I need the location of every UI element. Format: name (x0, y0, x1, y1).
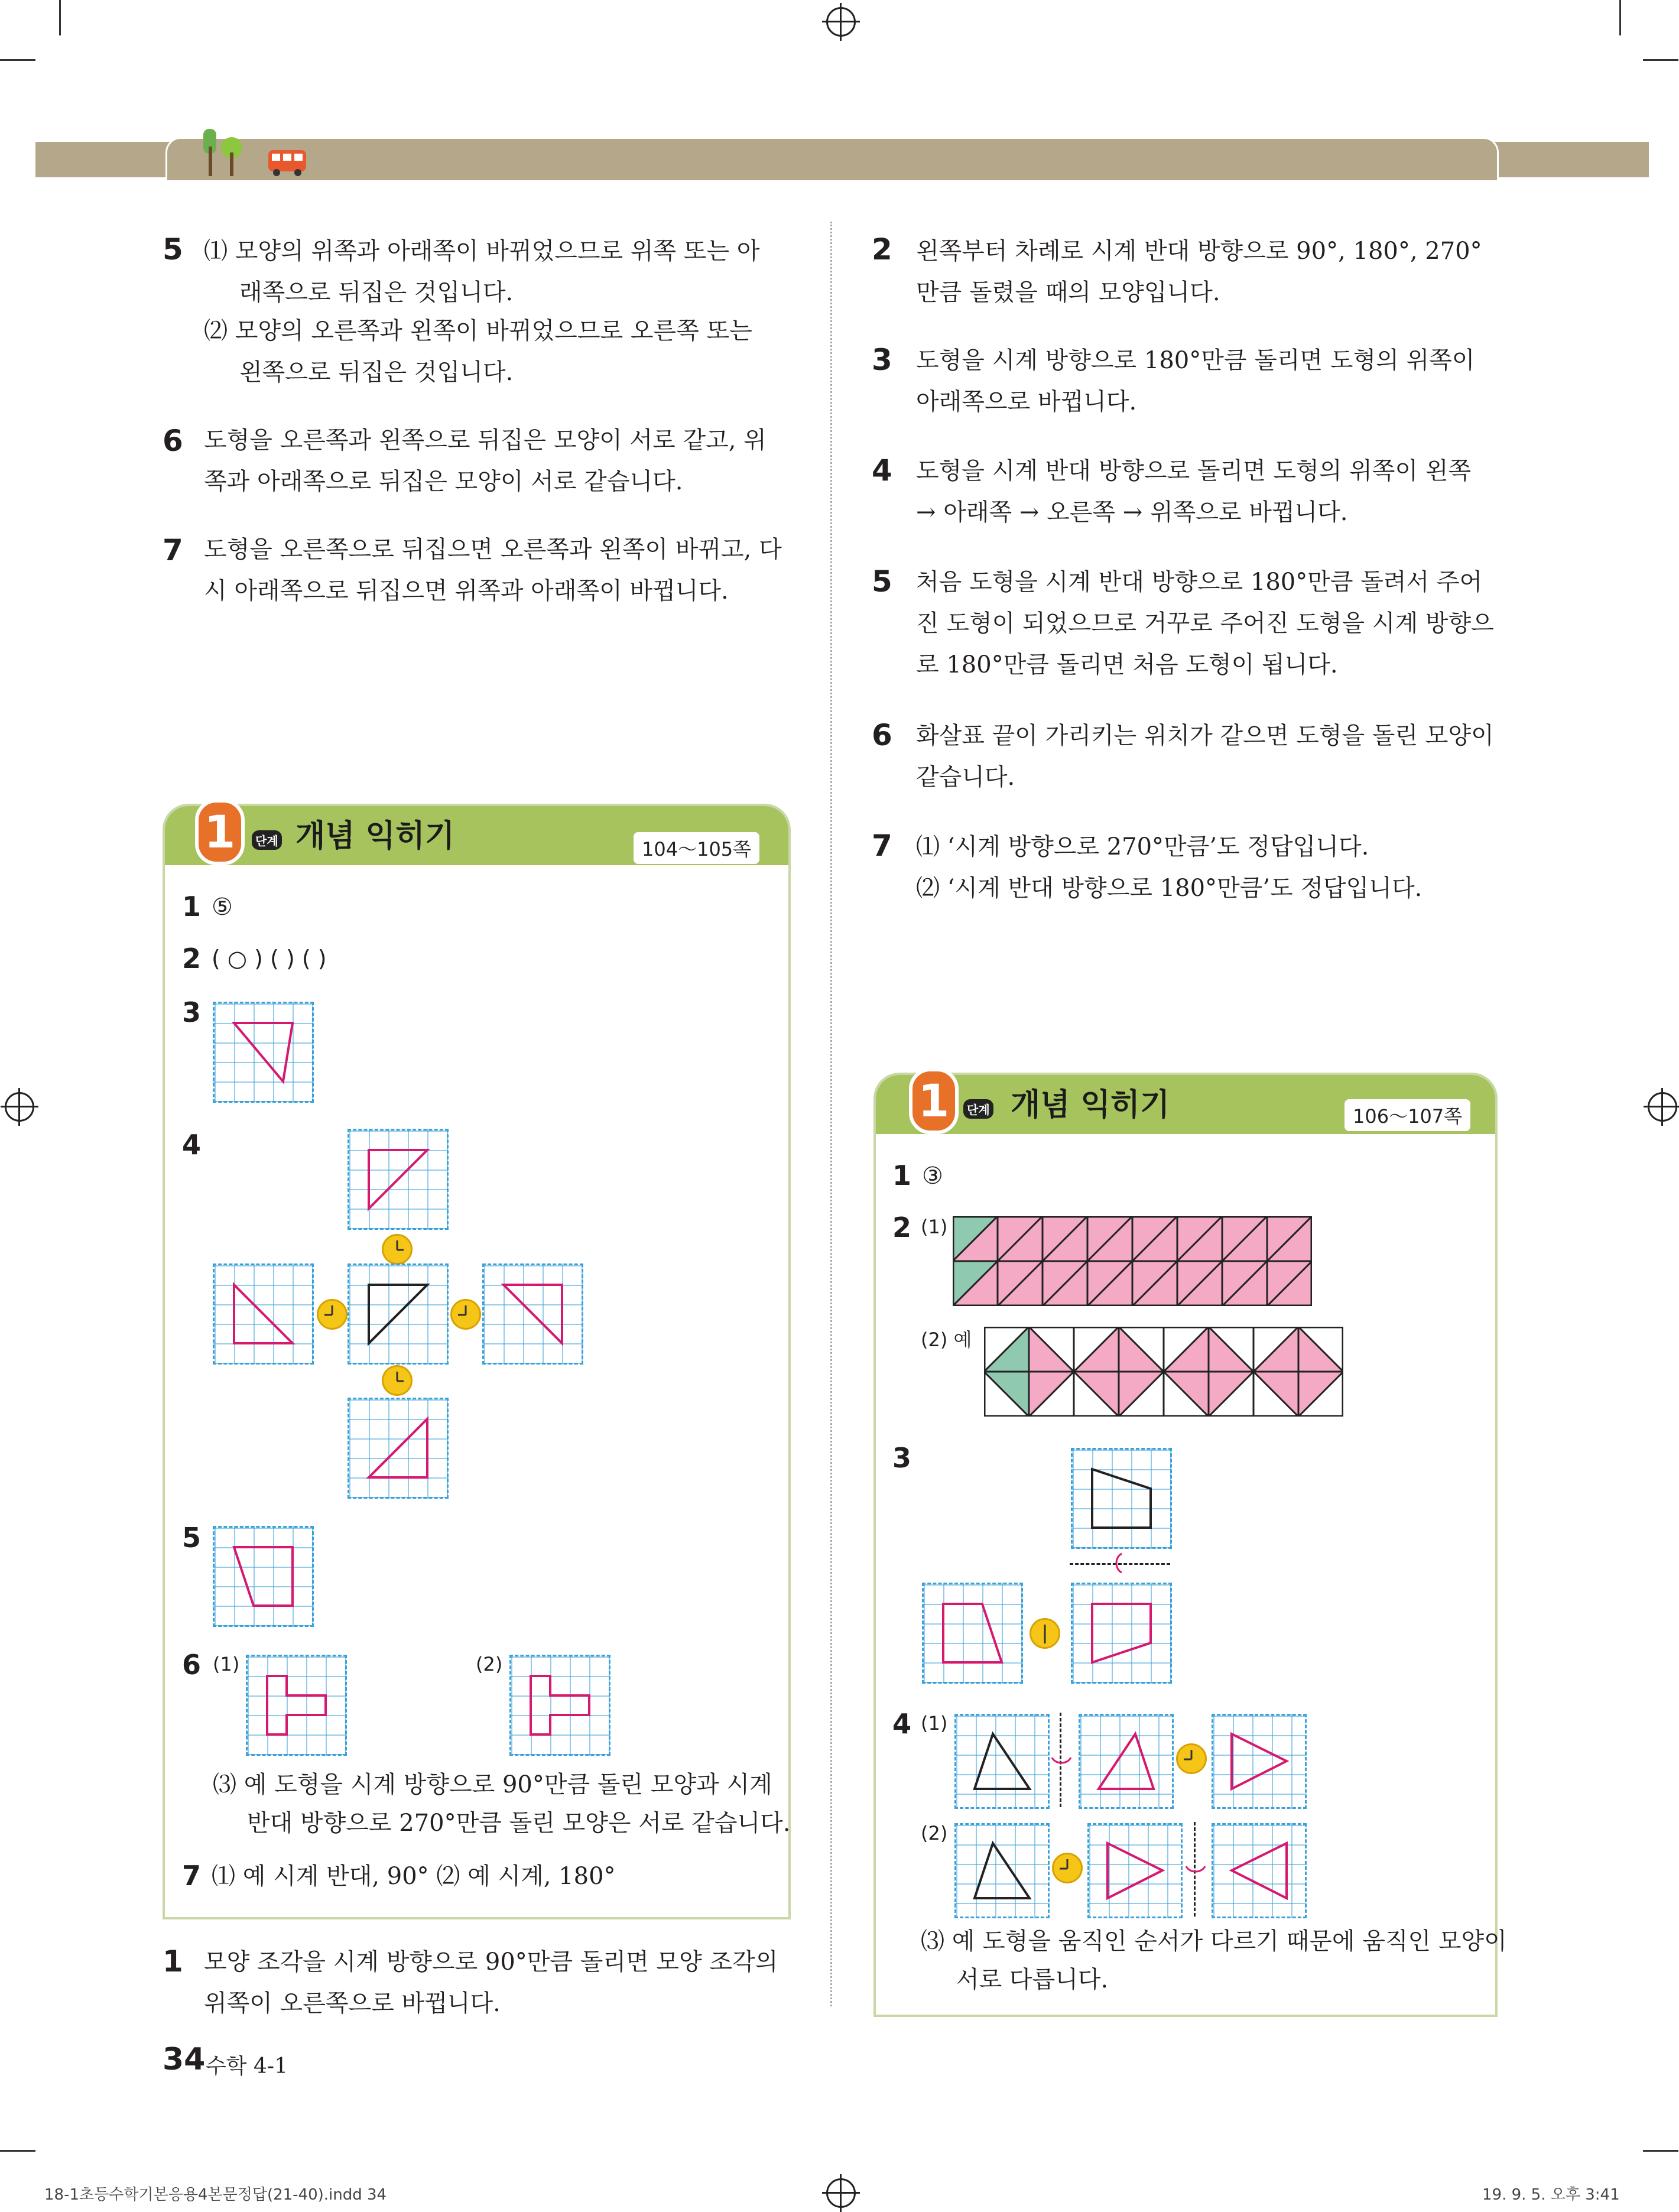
page-range: 104～105쪽 (634, 832, 759, 864)
registration-mark-bottom (826, 2178, 856, 2208)
rotation-icon (1176, 1743, 1207, 1774)
tree-icon (195, 129, 248, 176)
item-number: 7 (163, 533, 183, 567)
item-line: ⑴ 모양의 위쪽과 아래쪽이 바뀌었으므로 위쪽 또는 아 (204, 238, 760, 265)
step-tag: 단계 (963, 1099, 993, 1119)
grid-answer-r3-top (1071, 1448, 1172, 1549)
rotation-icon (1030, 1618, 1060, 1649)
item-number: 3 (872, 343, 892, 377)
item-line: 래쪽으로 뒤집은 것입니다. (239, 279, 514, 306)
item-line: ⑵ ‘시계 반대 방향으로 180°만큼’도 정답입니다. (916, 875, 1423, 902)
sub-label: (1) (213, 1653, 240, 1675)
crop-mark-top-left-h (0, 59, 35, 61)
answer-number: 5 (182, 1522, 202, 1554)
flip-arrow-icon (1050, 1753, 1073, 1767)
answer-number: 3 (182, 996, 202, 1028)
crop-mark-top-right (1619, 0, 1621, 35)
page-range: 106～107쪽 (1345, 1099, 1470, 1131)
grid-answer-4-top (348, 1129, 449, 1230)
answer-number: 1 (182, 891, 202, 923)
grid-answer-r3-right (1071, 1583, 1172, 1684)
grid-answer-4-right (482, 1263, 583, 1365)
item-number: 2 (872, 232, 892, 267)
item-line: 왼쪽으로 뒤집은 것입니다. (239, 359, 514, 386)
rotation-icon (382, 1234, 413, 1265)
grid-answer-r4-2a (954, 1823, 1050, 1918)
answer-number: 1 (892, 1159, 912, 1191)
item-line: 도형을 오른쪽과 왼쪽으로 뒤집은 모양이 서로 같고, 위 (204, 427, 767, 454)
answer-number: 7 (182, 1860, 202, 1892)
item-number: 5 (872, 564, 892, 599)
answer-choices: ( ○ ) ( ) ( ) (212, 946, 327, 972)
item-line: 진 도형이 되었으므로 거꾸로 주어진 도형을 시계 방향으 (916, 610, 1494, 637)
answer-number: 6 (182, 1649, 202, 1681)
item-line: → 아래쪽 → 오른쪽 → 위쪽으로 바뀝니다. (916, 499, 1348, 526)
grid-answer-3 (213, 1002, 314, 1103)
grid-answer-4-left (213, 1263, 314, 1365)
item-line: 쪽과 아래쪽으로 뒤집은 모양이 서로 같습니다. (204, 468, 683, 495)
grid-answer-r4-1b (1079, 1714, 1174, 1809)
subject-label: 수학 4-1 (206, 2054, 288, 2078)
item-number: 1 (163, 1944, 183, 1979)
item-line: 위쪽이 오른쪽으로 바뀝니다. (204, 1990, 501, 2017)
registration-mark-left (5, 1092, 34, 1122)
item-line: 만큼 돌렸을 때의 모양입니다. (916, 279, 1220, 306)
box-title: 개념 익히기 (295, 818, 455, 854)
item-line: 도형을 시계 반대 방향으로 돌리면 도형의 위쪽이 왼쪽 (916, 457, 1472, 485)
crop-mark-bottom-left (0, 2150, 35, 2152)
registration-mark-top (826, 7, 856, 37)
answer-value: ③ (922, 1162, 943, 1190)
sub-label: (2) (921, 1822, 948, 1844)
item-line: 화살표 끝이 가리키는 위치가 같으면 도형을 돌린 모양이 (916, 722, 1494, 749)
sub-label: (2) 예 (921, 1329, 972, 1351)
step-badge: 1 (909, 1068, 959, 1134)
crop-mark-top-right-h (1643, 59, 1678, 61)
sub-label: (1) (921, 1712, 948, 1734)
answer-text: ⑶ 예 도형을 시계 방향으로 90°만큼 돌린 모양과 시계 (213, 1771, 772, 1798)
grid-answer-r4-1a (954, 1714, 1050, 1809)
grid-answer-6-1 (246, 1655, 347, 1756)
item-line: ⑵ 모양의 오른쪽과 왼쪽이 바뀌었으므로 오른쪽 또는 (204, 317, 752, 345)
item-line: 아래쪽으로 바뀝니다. (916, 388, 1137, 415)
answer-value: ⑤ (212, 894, 233, 921)
answer-text: 반대 방향으로 270°만큼 돌린 모양은 서로 같습니다. (247, 1810, 791, 1837)
column-divider (830, 222, 832, 2006)
flip-arrow-icon (1184, 1862, 1207, 1876)
answer-text: 서로 다릅니다. (956, 1966, 1109, 1993)
grid-answer-r4-2b (1087, 1823, 1183, 1918)
rotation-icon (1052, 1853, 1083, 1883)
grid-answer-r4-1c (1212, 1714, 1307, 1809)
answer-number: 3 (892, 1442, 912, 1474)
step-badge: 1 (195, 799, 245, 865)
rotation-icon (450, 1299, 481, 1330)
item-number: 4 (872, 453, 892, 488)
answer-text: ⑴ 예 시계 반대, 90° ⑵ 예 시계, 180° (212, 1863, 616, 1890)
answer-text: ⑶ 예 도형을 움직인 순서가 다르기 때문에 움직인 모양이 (921, 1928, 1507, 1955)
crop-mark-top-left (59, 0, 61, 35)
item-line: 왼쪽부터 차례로 시계 반대 방향으로 90°, 180°, 270° (916, 238, 1482, 265)
rotation-icon (382, 1365, 413, 1396)
page-number: 34 (163, 2042, 206, 2077)
grid-answer-6-2 (509, 1655, 610, 1756)
answer-number: 4 (892, 1708, 912, 1740)
step-tag: 단계 (252, 830, 282, 850)
item-line: 같습니다. (916, 764, 1015, 791)
item-line: 처음 도형을 시계 반대 방향으로 180°만큼 돌려서 주어 (916, 569, 1483, 596)
sub-label: (1) (921, 1216, 948, 1238)
bus-icon (267, 148, 307, 177)
answer-number: 4 (182, 1129, 202, 1161)
item-number: 7 (872, 829, 892, 863)
item-line: 도형을 시계 방향으로 180°만큼 돌리면 도형의 위쪽이 (916, 347, 1475, 374)
flip-arrow-icon (1112, 1551, 1126, 1575)
rotation-icon (317, 1299, 348, 1330)
item-number: 6 (163, 424, 183, 458)
sub-label: (2) (476, 1653, 503, 1675)
registration-mark-right (1648, 1092, 1677, 1122)
grid-answer-4-center (348, 1263, 449, 1365)
tessellation-2 (984, 1327, 1343, 1417)
grid-answer-4-bottom (348, 1398, 449, 1499)
grid-answer-r3-left (922, 1583, 1023, 1684)
footer-filename: 18-1초등수학기본응용4본문정답(21-40).indd 34 (44, 2186, 387, 2204)
crop-mark-bottom-right (1643, 2150, 1678, 2152)
item-line: 도형을 오른쪽으로 뒤집으면 오른쪽과 왼쪽이 바뀌고, 다 (204, 536, 782, 563)
item-number: 5 (163, 232, 183, 267)
footer-timestamp: 19. 9. 5. 오후 3:41 (1482, 2186, 1620, 2204)
item-line: ⑴ ‘시계 방향으로 270°만큼’도 정답입니다. (916, 833, 1369, 860)
header-tab (165, 137, 1499, 182)
tessellation-1 (953, 1216, 1312, 1306)
grid-answer-5 (213, 1526, 314, 1627)
item-number: 6 (872, 718, 892, 752)
grid-answer-r4-2c (1212, 1823, 1307, 1918)
box-title: 개념 익히기 (1011, 1087, 1170, 1123)
item-line: 로 180°만큼 돌리면 처음 도형이 됩니다. (916, 651, 1338, 678)
item-line: 시 아래쪽으로 뒤집으면 위쪽과 아래쪽이 바뀝니다. (204, 577, 729, 605)
answer-number: 2 (182, 943, 202, 975)
answer-number: 2 (892, 1211, 912, 1243)
item-line: 모양 조각을 시계 방향으로 90°만큼 돌리면 모양 조각의 (204, 1948, 778, 1976)
